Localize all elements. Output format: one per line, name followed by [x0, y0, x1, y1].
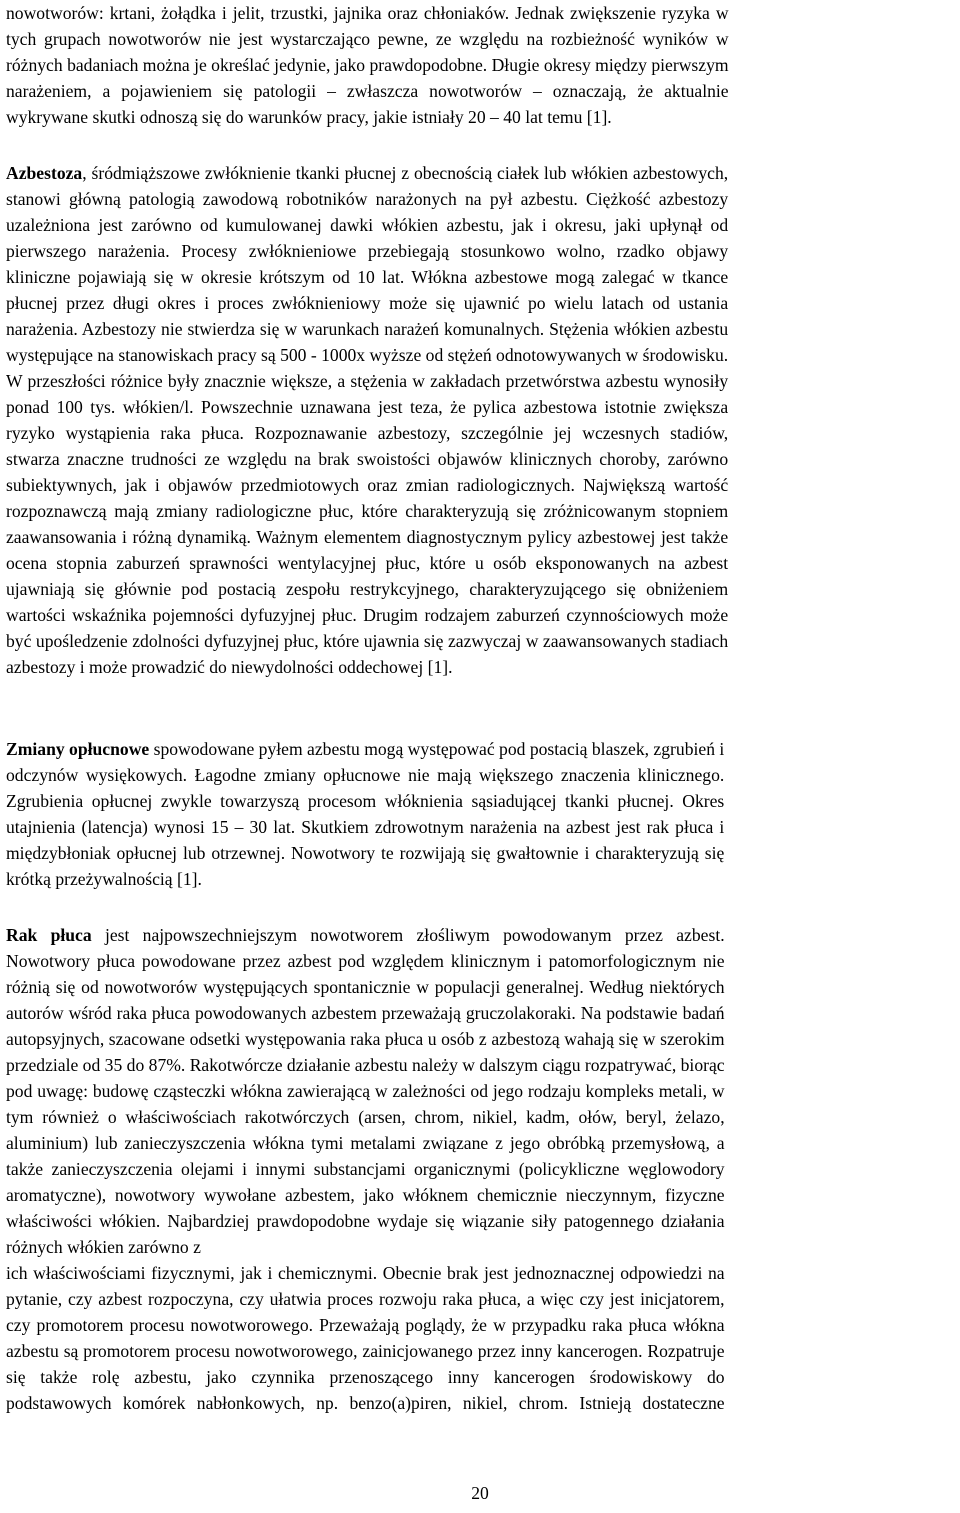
text-line: się także rolę azbestu, jako czynnika przenoszącego inny kancerogen środowiskowy do	[6, 1367, 725, 1387]
text-line: pod uwagę: budowę cząsteczki włókna zawierającą w zależności od jego rodzaju kompleks metali, w	[6, 1081, 725, 1101]
text-line: Zgrubienia opłucnej zwykle towarzyszą procesom włóknienia sąsiadującej tkanki płucnej. Okres	[6, 791, 725, 811]
text-line: rozpoznawczą mają zmiany radiologiczne płuc, które charakteryzują się zróżnicowanym stopniem	[6, 501, 729, 521]
text-line: narażenia. Azbestozy nie stwierdza się w warunkach narażeń komunalnych. Stężenia włókien azbestu	[6, 319, 729, 339]
text-line: pierwszego narażenia. Procesy zwłóknieniowe przebiegają stosunkowo wolno, rzadko objawy	[6, 241, 729, 261]
text-line: narażeniem, a pojawieniem się patologii – zwłaszcza nowotworów – oznaczają, że aktualnie	[6, 81, 729, 101]
text-line: ujawniają się głównie pod postacią zespołu restrykcyjnego, charakteryzującego się obniżeniem	[6, 579, 729, 599]
text-line: ich właściwościami fizycznymi, jak i chemicznymi. Obecnie brak jest jednoznacznej odpowiedzi na	[6, 1263, 725, 1283]
text-line: ryzyko wystąpienia raka płuca. Rozpoznawanie azbestozy, szczególnie jej wczesnych stadiów,	[6, 423, 729, 443]
text-line: aluminium) lub zanieczyszczenia włókna tymi metalami związane z jego obróbką przemysłową, a	[6, 1133, 725, 1153]
text-line: różnych włókien zarówno z	[6, 1237, 201, 1257]
text-line: różnią się od nowotworów występujących spontanicznie w populacji generalnej. Według niektórych	[6, 977, 725, 997]
text-line: subiektywnych, jak i objawów przedmiotowych oraz zmian radiologicznych. Największą wartość	[6, 475, 729, 495]
text-line: zaawansowania i różną dynamiką. Ważnym elementem diagnostycznym pylicy azbestowej jest także	[6, 527, 729, 547]
text-line: czy promotorem procesu nowotworowego. Przeważają poglądy, że w przypadku raka płuca włókna	[6, 1315, 725, 1335]
text-line: autopsyjnych, szacowane odsetki występowania raka płuca u osób z azbestozą wahają się w szerokim	[6, 1029, 725, 1049]
section-term-azbestoza: Azbestoza	[6, 163, 83, 183]
text-line	[6, 922, 725, 948]
text-line: stwarza znaczne trudności ze względu na brak swoistości objawów klinicznych choroby, zarówno	[6, 449, 729, 469]
text-line: azbestozy i może prowadzić do niewydolności oddechowej [1].	[6, 657, 453, 677]
text-line: wykrywane skutki odnoszą się do warunków pracy, jakie istniały 20 – 40 lat temu [1].	[6, 107, 612, 127]
paragraph-intro-continuation	[6, 0, 729, 130]
section-term-rak-pluca: Rak płuca	[6, 925, 92, 945]
text-line: autorów wśród raka płuca powodowanych azbestem przeważają gruczolakoraki. Na podstawie badań	[6, 1003, 725, 1023]
text-line: płucnej przez długi okres i proces zwłóknieniowy może się ujawnić po wielu latach od ustania	[6, 293, 729, 313]
text-line: być upośledzenie zdolności dyfuzyjnej płuc, które ujawnia się zazwyczaj w zaawansowanych stadiach	[6, 631, 729, 651]
text-line: stanowi główną patologią zawodową robotników narażonych na pył azbestu. Ciężkość azbestozy	[6, 189, 729, 209]
text-line: także zanieczyszczenia olejami i innymi substancjami organicznymi (policykliczne węglowodory	[6, 1159, 725, 1179]
text-line: międzybłoniak opłucnej lub otrzewnej. Nowotwory te rozwijają się gwałtownie i charakteryzują się	[6, 843, 725, 863]
text-line: różnych badaniach można je określać jedynie, jako prawdopodobne. Długie okresy między pierwszym	[6, 55, 729, 75]
text-line: nowotworów: krtani, żołądka i jelit, trzustki, jajnika oraz chłoniaków. Jednak zwiększenie ryzyka w	[6, 3, 729, 23]
text-line: tym również o właściwościach rakotwórczych (arsen, chrom, nikiel, kadm, ołów, beryl, żelazo,	[6, 1107, 725, 1127]
text-line: uzależniona jest zarówno od kumulowanej dawki włókien azbestu, jak i okresu, jaki upłynął od	[6, 215, 729, 235]
text-fragment: spowodowane pyłem azbestu mogą występować pod postacią blaszek, zgrubień i	[149, 739, 725, 759]
text-fragment: jest najpowszechniejszym nowotworem złośliwym powodowanym przez azbest.	[91, 925, 725, 945]
paragraph-azbestoza	[6, 160, 728, 680]
text-line: tych grupach nowotworów nie jest wystarczająco pewne, ze względu na rozbieżność wyników w	[6, 29, 729, 49]
paragraph-rak-pluca	[6, 922, 725, 1416]
text-line: wartości wskaźnika pojemności dyfuzyjnej płuc. Drugim rodzajem zaburzeń czynnościowych może	[6, 605, 729, 625]
text-line	[6, 736, 724, 762]
text-line: przedziale od 35 do 87%. Rakotwórcze działanie azbestu należy w dalszym ciągu rozpatrywać, biorąc	[6, 1055, 725, 1075]
paragraph-zmiany-oplucnowe	[6, 736, 724, 892]
text-line: podstawowych komórek nabłonkowych, np. benzo(a)piren, nikiel, chrom. Istnieją dostateczne	[6, 1393, 725, 1413]
text-line: występujące na stanowiskach pracy są 500 - 1000x wyższe od stężeń odnotowywanych w środowisku.	[6, 345, 729, 365]
text-line: kliniczne pojawiają się w okresie krótszym od 10 lat. Włókna azbestowe mogą zalegać w tkance	[6, 267, 729, 287]
text-line: pytanie, czy azbest rozpoczyna, czy ułatwia proces rozwoju raka płuca, a więc czy jest inicjatorem,	[6, 1289, 725, 1309]
text-fragment: , śródmiąższowe zwłóknienie tkanki płucnej z obecnością ciałek lub włókien azbestowych,	[82, 163, 729, 183]
text-line: krótką przeżywalnością [1].	[6, 869, 202, 889]
text-line	[6, 160, 728, 186]
text-line: aromatyczne), nowotwory wywołane azbestem, jako włóknem chemicznie nieczynnym, fizyczne	[6, 1185, 725, 1205]
text-line: odczynów wysiękowych. Łagodne zmiany opłucnowe nie mają większego znaczenia klinicznego.	[6, 765, 725, 785]
text-line: utajnienia (latencja) wynosi 15 – 30 lat. Skutkiem zdrowotnym narażenia na azbest jest rak płuca i	[6, 817, 725, 837]
section-term-zmiany-oplucnowe: Zmiany opłucnowe	[6, 739, 150, 759]
text-line: azbestu są promotorem procesu nowotworowego, zainicjowanego przez inny kancerogen. Rozpatruje	[6, 1341, 725, 1361]
text-line: W przeszłości różnice były znacznie większe, a stężenia w zakładach przetwórstwa azbestu wynosiły	[6, 371, 729, 391]
text-line: ocena stopnia zaburzeń sprawności wentylacyjnej płuc, które u osób eksponowanych na azbest	[6, 553, 729, 573]
page-number: 20	[471, 1483, 489, 1503]
text-line: ponad 100 tys. włókien/l. Powszechnie uznawana jest teza, że pylica azbestowa istotnie zwiększa	[6, 397, 729, 417]
text-line: Nowotwory płuca powodowane przez azbest pod względem klinicznym i patomorfologicznym nie	[6, 951, 725, 971]
text-line: właściwości włókien. Najbardziej prawdopodobne wydaje się wiązanie siły patogennego działania	[6, 1211, 725, 1231]
